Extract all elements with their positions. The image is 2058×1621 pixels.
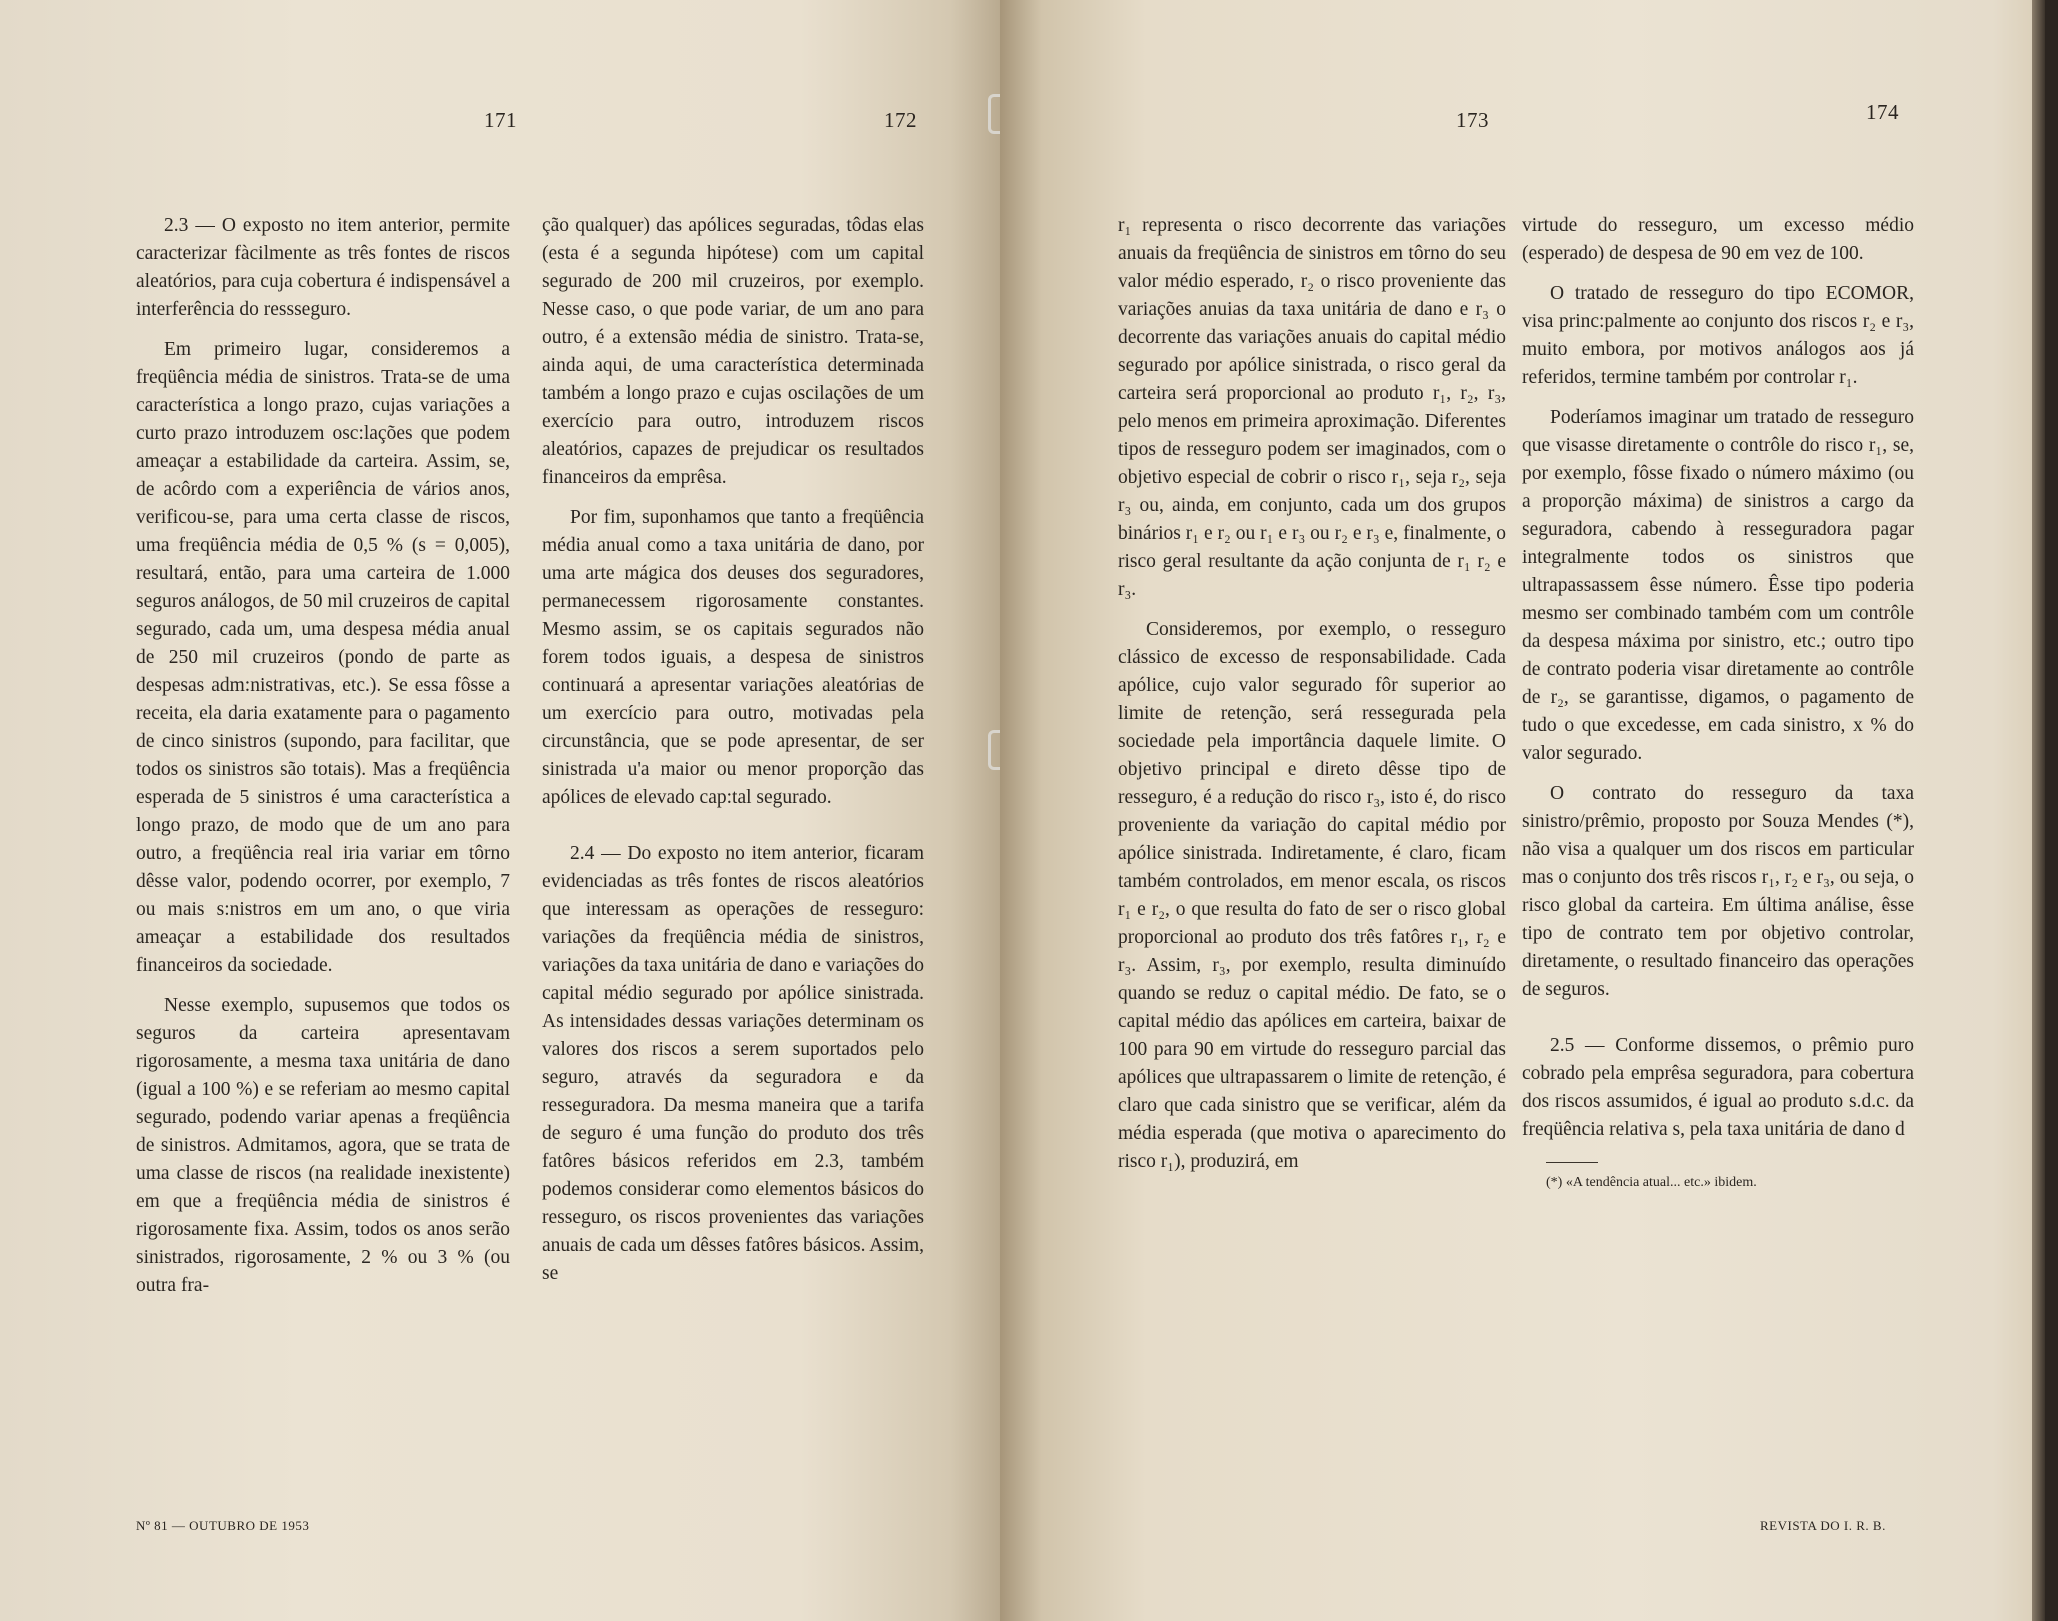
paragraph: Nesse exemplo, supusemos que todos os seguros da carteira apresentavam rigorosamente, a mesma taxa unitária de dano (igual a 100 %) e se referiam ao mesmo capital segurado, podendo variar apenas a freqüência de sinistros. Admitamos, agora, que se trata de uma classe de riscos (na realidade inexistente) em que a freqüência média de sinistros é rigorosamente fixa. Assim, todos os anos serão sinistrados, rigorosamente, 2 % ou 3 % (ou outra fra- (136, 995, 510, 1296)
paragraph: ção qualquer) das apólices seguradas, tôdas elas (esta é a segunda hipótese) com um capital segurado de 200 mil cruzeiros, por exemplo. Nesse caso, o que pode variar, de um ano para outro, é a extensão média de sinistro. Trata-se, ainda aqui, de uma característica determinada também a longo prazo e cujas oscilações de um exercício para outro, introduzem riscos aleatórios, capazes de prejudicar os resultados financeiros da emprêsa. (542, 215, 924, 488)
paragraph: 2.5 — Conforme dissemos, o prêmio puro cobrado pela emprêsa seguradora, para cobertura dos riscos assumidos, é igual ao produto s.d.c. da freqüência relativa s, pela taxa unitária de dano d (1522, 1035, 1914, 1140)
paragraph: 2.4 — Do exposto no item anterior, ficaram evidenciadas as três fontes de riscos aleatórios que interessam as operações de resseguro: variações da freqüência média de sinistros, variações da taxa unitária de dano e variações do capital médio segurado por apólice sinistrada. As intensidades dessas variações determinam os valores dos riscos a serem suportados pelo seguro, através da seguradora e da resseguradora. Da mesma maneira que a tarifa de seguro é uma função do produto dos três fatôres básicos referidos em 2.3, também podemos considerar como elementos básicos do resseguro, os riscos provenientes das variações anuais de cada um dêsses fatôres básicos. Assim, se (542, 843, 924, 1284)
paragraph: O contrato do resseguro da taxa sinistro/prêmio, proposto por Souza Mendes (*), não visa a qualquer um dos riscos em particular mas o conjunto dos três riscos r₁, r₂ e r₃, ou seja, o risco global da carteira. Em última análise, êsse tipo de contrato tem por objetivo controlar, diretamente, o resultado financeiro das operações de seguros. (1522, 783, 1914, 1000)
page-172 (500, 0, 1000, 1621)
paragraph: Consideremos, por exemplo, o resseguro clássico de excesso de responsabilidade. Cada apólice, cujo valor segurado fôr superior ao limite de retenção, será ressegurada pela sociedade pela importância daquele limite. O objetivo principal e direto dêsse tipo de resseguro, é a redução do risco r₃, isto é, do risco proveniente da variação do capital médio por apólice sinistrada. Indiretamente, é claro, ficam também controlados, em menor escala, os riscos r₁ e r₂, o que resulta do fato de ser o risco global proporcional ao produto dos três fatôres r₁, r₂ e r₃. Assim, r₃, por exemplo, resulta diminuído quando se reduz o capital médio. De fato, se o capital médio das apólices em carteira, baixar de 100 para 90 em virtude do resseguro parcial das apólices que ultrapassarem o limite de retenção, é claro que cada sinistro que se verificar, além da média esperada (que motiva o aparecimento do risco r₁), produzirá, em (1118, 619, 1506, 1172)
page-173 (1000, 0, 1510, 1621)
text-column (1522, 212, 1914, 1193)
paragraph: 2.3 — O exposto no item anterior, permite caracterizar fàcilmente as três fontes de riscos aleatórios, para cuja cobertura é indispensável a interferência do ressseguro. (136, 215, 510, 320)
right-leaf (1000, 0, 2045, 1621)
page-footer: REVISTA DO I. R. B. (1760, 1518, 1886, 1533)
page-number: 173 (1456, 108, 1489, 132)
page-174 (1510, 0, 2032, 1621)
page-number: 171 (484, 108, 517, 132)
left-leaf (0, 0, 1000, 1621)
page-number: 172 (884, 108, 917, 132)
paragraph: virtude do resseguro, um excesso médio (esperado) de despesa de 90 em vez de 100. (1522, 215, 1914, 264)
page-edge (2032, 0, 2045, 1621)
paragraph: Poderíamos imaginar um tratado de resseguro que visasse diretamente o contrôle do risco r₁, se, por exemplo, fôsse fixado o número máximo (ou a proporção máxima) de sinistros a cargo da seguradora, cabendo à resseguradora pagar integralmente todos os sinistros que ultrapassassem êsse número. Êsse tipo poderia mesmo ser combinado também com um contrôle da despesa máxima por sinistro, etc.; outro tipo de contrato poderia visar diretamente ao contrôle de r₂, se garantisse, digamos, o pagamento de tudo o que excedesse, em cada sinistro, x % do valor segurado. (1522, 407, 1914, 764)
paragraph: r₁ representa o risco decorrente das variações anuais da freqüência de sinistros em tôrno do seu valor médio esperado, r₂ o risco proveniente das variações anuias da taxa unitária de dano e r₃ o decorrente das variações anuais do capital médio segurado por apólice sinistrada, o risco geral da carteira será proporcional ao produto r₁, r₂, r₃, pelo menos em primeira aproximação. Diferentes tipos de resseguro podem ser imaginados, com o objetivo especial de cobrir o risco r₁, seja r₂, seja r₃ ou, ainda, em conjunto, cada um dos grupos binários r₁ e r₂ ou r₁ e r₃ ou r₂ e r₃ e, finalmente, o risco geral resultante da ação conjunta de r₁ r₂ e r₃. (1118, 215, 1506, 600)
footnote: (*) «A tendência atual... etc.» ibidem. (1546, 1175, 1757, 1190)
footnote-rule (1546, 1162, 1598, 1163)
paragraph: O tratado de resseguro do tipo ECOMOR, visa princ:palmente ao conjunto dos riscos r₂ e r₃, muito embora, por motivos análogos aos já referidos, termine também por controlar r₁. (1522, 283, 1914, 388)
paragraph: Por fim, suponhamos que tanto a freqüência média anual como a taxa unitária de dano, por uma arte mágica dos deuses dos seguradores, permanecessem rigorosamente constantes. Mesmo assim, se os capitais segurados não forem todos iguais, a despesa de sinistros continuará a apresentar variações aleatórias de um exercício para outro, motivadas pela circunstância, que se pode apresentar, de ser sinistrada u'a maior ou menor proporção das apólices de elevado cap:tal segurado. (542, 507, 924, 808)
paragraph: Em primeiro lugar, consideremos a freqüência média de sinistros. Trata-se de uma característica a longo prazo, cujas variações a curto prazo introduzem osc:lações que podem ameaçar a estabilidade da carteira. Assim, se, de acôrdo com a experiência de vários anos, verificou-se, para uma certa classe de riscos, uma freqüência média de 0,5 % (s = 0,005), resultará, então, para uma carteira de 1.000 seguros análogos, de 50 mil cruzeiros de capital segurado, cada um, uma despesa média anual de 250 mil cruzeiros (pondo de parte as despesas adm:nistrativas, etc.). Se essa fôsse a receita, ela daria exatamente para o pagamento de cinco sinistros (supondo, para facilitar, que todos os sinistros são totais). Mas a freqüência esperada de 5 sinistros é uma característica a longo prazo, de modo que de um ano para outro, a freqüência real iria variar em tôrno dêsse valor, podendo ocorrer, por exemplo, 7 ou mais s:nistros em um ano, o que viria ameaçar a estabilidade dos resultados financeiros da sociedade. (136, 339, 510, 976)
text-column (136, 212, 510, 1300)
text-column (1118, 212, 1506, 1176)
page-footer: Nº 81 — OUTUBRO DE 1953 (136, 1518, 310, 1533)
page-number: 174 (1866, 100, 1899, 124)
text-column (542, 212, 924, 1288)
